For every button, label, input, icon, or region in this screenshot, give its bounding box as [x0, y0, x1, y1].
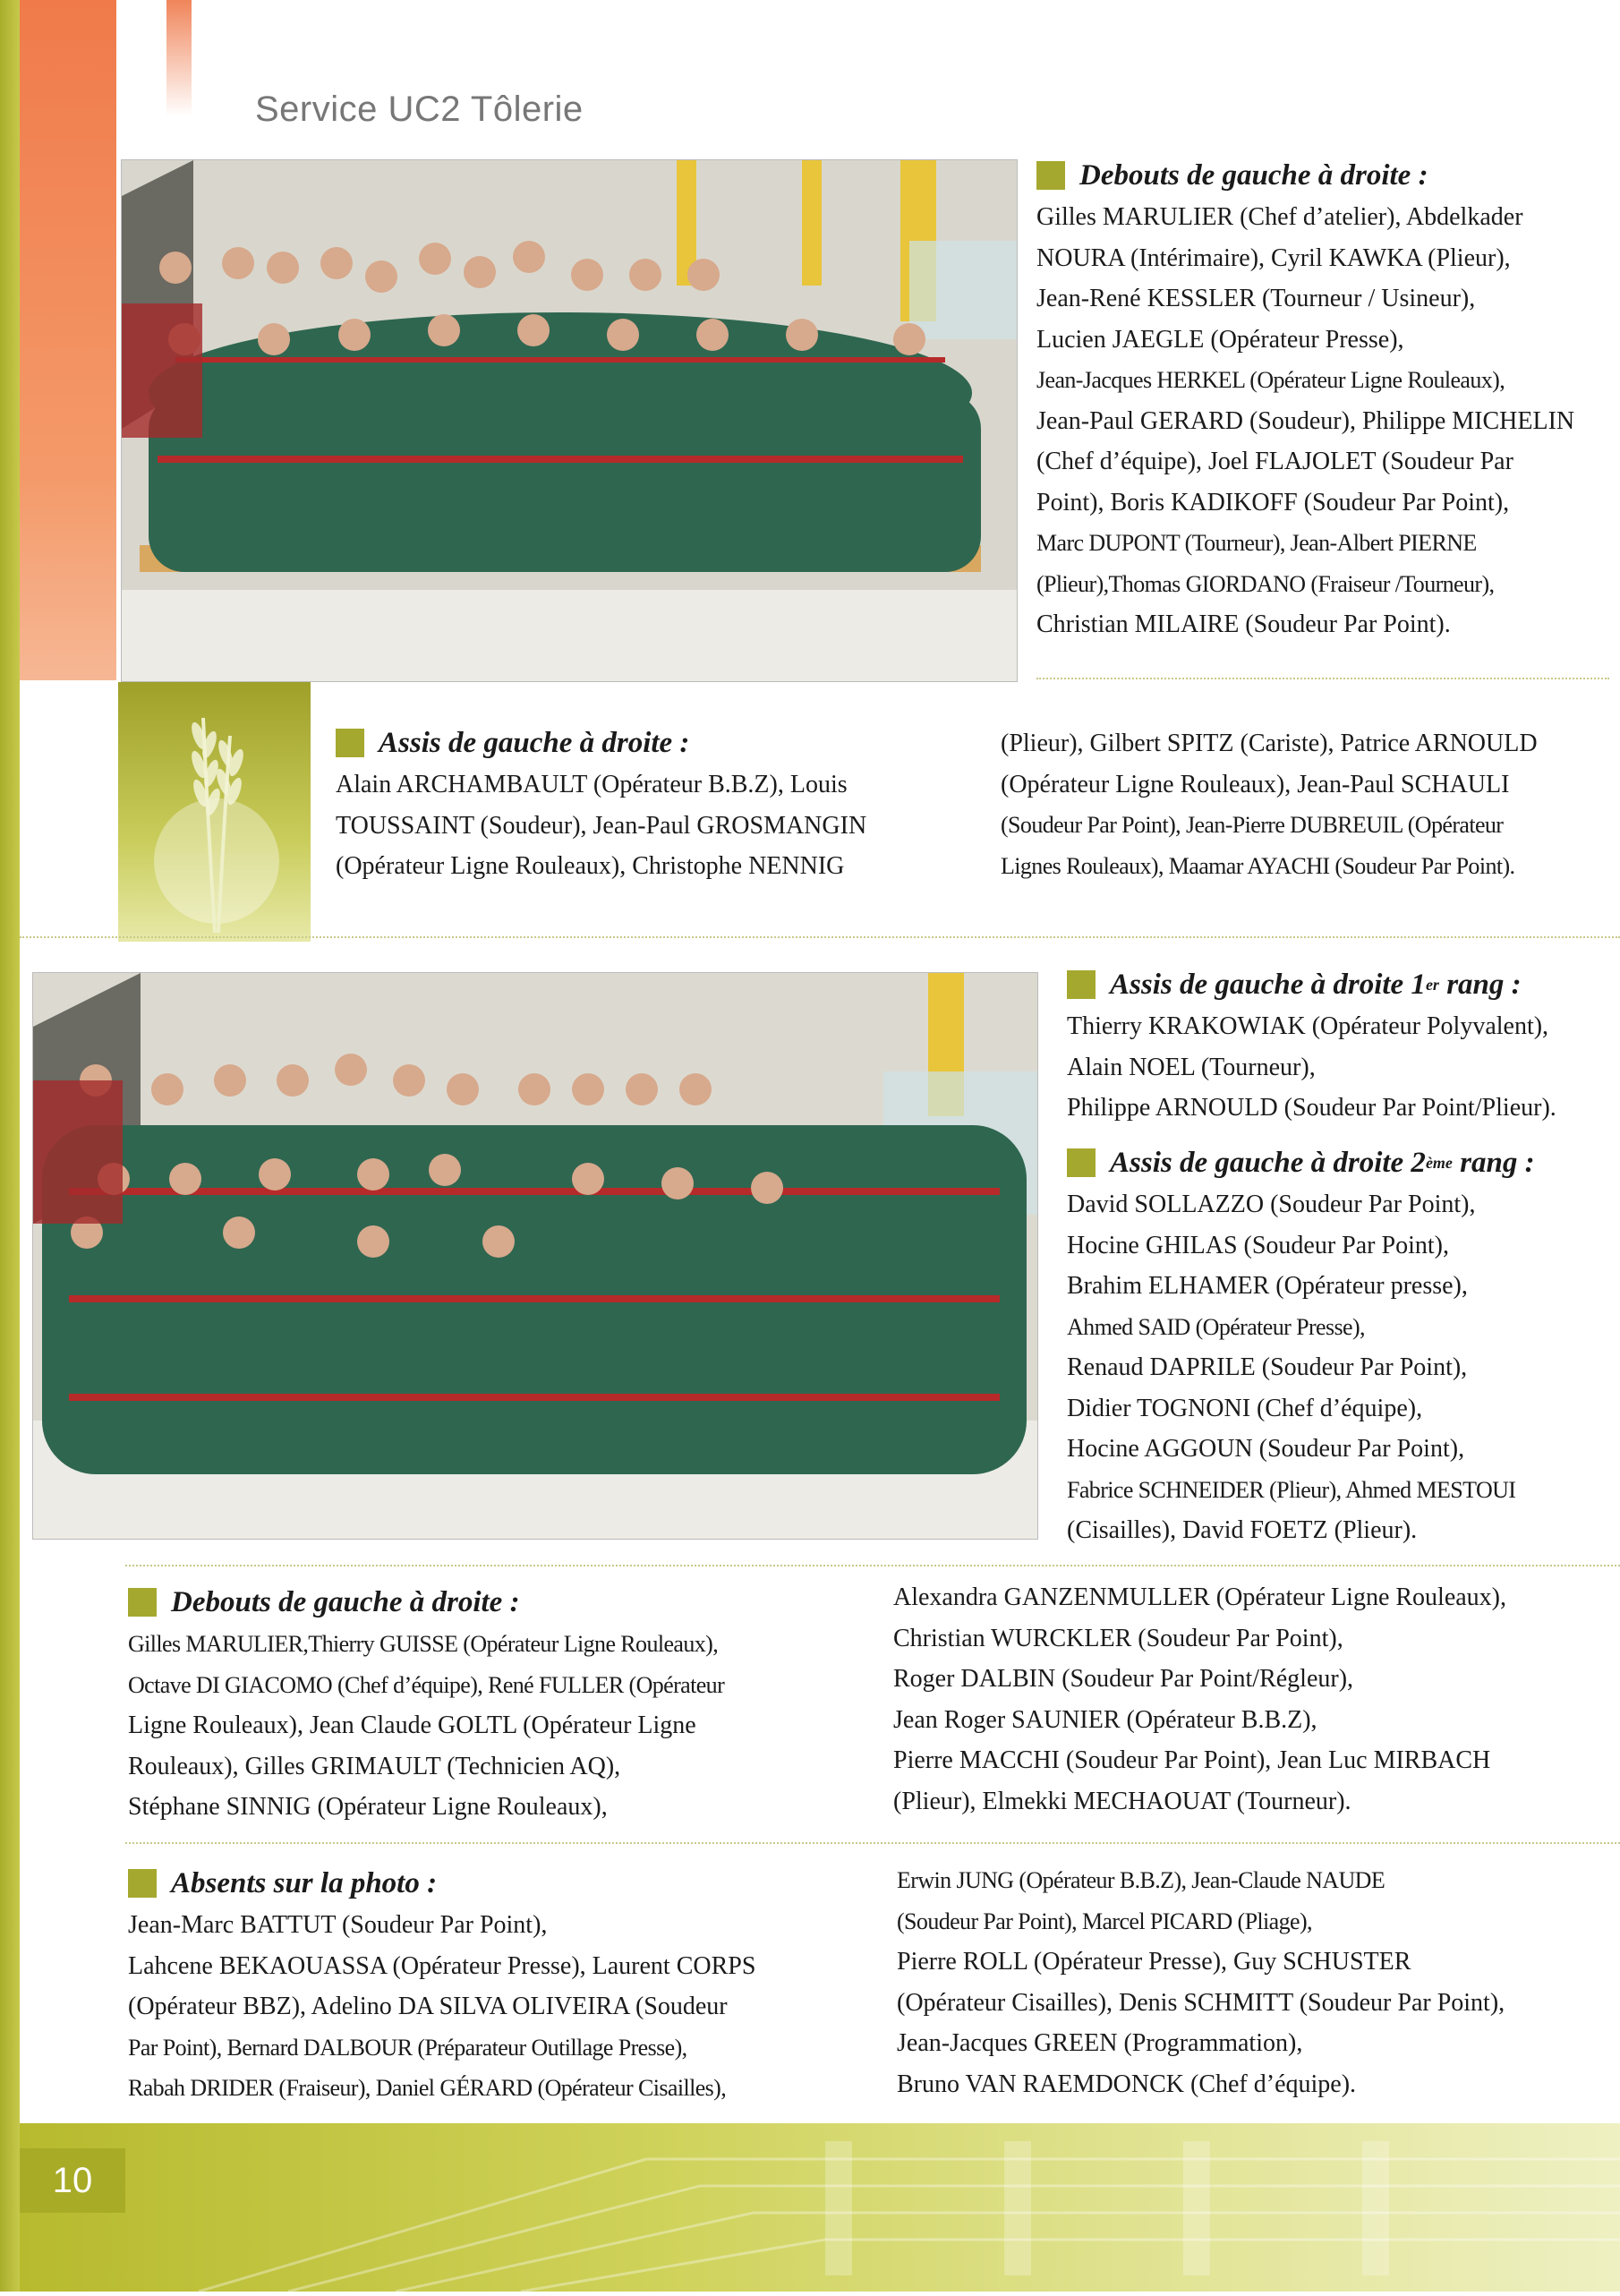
orange-header-stripe [166, 0, 192, 116]
divider [20, 936, 1620, 938]
bullet-square-icon [128, 1869, 157, 1898]
name-line: Philippe ARNOULD (Soudeur Par Point/Plieur). [1067, 1094, 1556, 1122]
section-seated-top [336, 721, 980, 887]
name-line: (Cisailles), David FOETZ (Plieur). [1067, 1516, 1418, 1544]
section-standing-bottom-cont [893, 1577, 1620, 1822]
name-line: Jean-Paul GERARD (Soudeur), Philippe MICHELIN [1036, 406, 1575, 435]
bullet-square-icon [336, 729, 364, 757]
name-line: (Soudeur Par Point), Jean-Pierre DUBREUIL (Opérateur [1001, 812, 1504, 838]
name-line: Pierre MACCHI (Soudeur Par Point), Jean Luc MIRBACH [893, 1746, 1491, 1774]
section-seated-top-cont [1001, 723, 1620, 886]
name-line: Octave DI GIACOMO (Chef d’équipe), René FULLER (Opérateur [128, 1671, 725, 1698]
section-heading: Assis de gauche à droite 1 er rang : [1067, 963, 1620, 1006]
section-heading: Absents sur la photo : [128, 1862, 880, 1905]
name-line: Jean-René KESSLER (Tourneur / Usineur), [1036, 285, 1476, 312]
name-line: Brahim ELHAMER (Opérateur presse), [1067, 1272, 1468, 1300]
name-line: (Plieur), Gilbert SPITZ (Cariste), Patrice ARNOULD [1001, 730, 1538, 757]
bullet-square-icon [1067, 970, 1096, 999]
name-line: (Plieur), Elmekki MECHAOUAT (Tourneur). [893, 1787, 1351, 1815]
name-line: Gilles MARULIER (Chef d’atelier), Abdelkader [1036, 203, 1523, 231]
name-line: Stéphane SINNIG (Opérateur Ligne Rouleaux), [128, 1793, 608, 1821]
name-line: (Opérateur Ligne Rouleaux), Christophe NENNIG [336, 852, 845, 880]
name-line: NOURA (Intérimaire), Cyril KAWKA (Plieur), [1036, 243, 1511, 272]
section-seated-row1 [1067, 963, 1620, 1129]
name-line: Lucien JAEGLE (Opérateur Presse), [1036, 325, 1404, 354]
name-line: TOUSSAINT (Soudeur), Jean-Paul GROSMANGIN [336, 811, 867, 840]
section-heading: Assis de gauche à droite : [336, 721, 980, 764]
section-heading: Assis de gauche à droite 2 ème rang : [1067, 1141, 1620, 1184]
name-line: Fabrice SCHNEIDER (Plieur), Ahmed MESTOUI [1067, 1476, 1516, 1503]
name-line: Par Point), Bernard DALBOUR (Préparateur Outillage Presse), [128, 2034, 687, 2061]
name-line: Roger DALBIN (Soudeur Par Point/Régleur), [893, 1665, 1354, 1693]
name-line: Jean Roger SAUNIER (Opérateur B.B.Z), [893, 1705, 1317, 1734]
name-line: (Opérateur Ligne Rouleaux), Jean-Paul SCHAULI [1001, 770, 1510, 798]
page-number: 10 [20, 2148, 125, 2213]
group-photo-icon [122, 160, 1017, 681]
name-line: (Soudeur Par Point), Marcel PICARD (Pliage), [897, 1908, 1312, 1934]
name-line: Christian MILAIRE (Soudeur Par Point). [1036, 610, 1451, 638]
divider [125, 1842, 1620, 1844]
name-line: Pierre ROLL (Opérateur Presse), Guy SCHUSTER [897, 1948, 1411, 1976]
name-line: Hocine AGGOUN (Soudeur Par Point), [1067, 1435, 1465, 1463]
name-line: Alexandra GANZENMULLER (Opérateur Ligne Rouleaux), [893, 1583, 1507, 1611]
left-edge-strip [0, 0, 20, 2292]
name-line: Gilles MARULIER,Thierry GUISSE (Opérateur Ligne Rouleaux), [128, 1631, 719, 1657]
bullet-square-icon [1036, 161, 1065, 190]
bullet-square-icon [128, 1588, 157, 1617]
name-line: Lahcene BEKAOUASSA (Opérateur Presse), Laurent CORPS [128, 1951, 756, 1980]
divider [1036, 678, 1609, 679]
name-line: Ahmed SAID (Opérateur Presse), [1067, 1313, 1365, 1340]
section-standing-top [1036, 154, 1609, 645]
name-line: Christian WURCKLER (Soudeur Par Point), [893, 1624, 1343, 1652]
name-line: Rouleaux), Gilles GRIMAULT (Technicien AQ), [128, 1752, 621, 1780]
name-line: (Plieur),Thomas GIORDANO (Fraiseur /Tourneur), [1036, 570, 1495, 597]
orange-side-bar [20, 0, 116, 680]
name-line: Point), Boris KADIKOFF (Soudeur Par Point), [1036, 488, 1510, 516]
group-photo-bottom [32, 972, 1038, 1540]
name-line: (Opérateur BBZ), Adelino DA SILVA OLIVEIRA (Soudeur [128, 1993, 728, 2020]
divider [125, 1565, 1620, 1566]
name-line: Jean-Marc BATTUT (Soudeur Par Point), [128, 1911, 548, 1939]
wheat-icon [118, 682, 311, 942]
footer-band [20, 2123, 1620, 2292]
section-heading: Debouts de gauche à droite : [1036, 154, 1609, 197]
page-title: Service UC2 Tôlerie [255, 90, 584, 129]
name-line: Erwin JUNG (Opérateur B.B.Z), Jean-Claude NAUDE [897, 1867, 1386, 1893]
name-line: Ligne Rouleaux), Jean Claude GOLTL (Opérateur Ligne [128, 1711, 696, 1739]
machinery-pattern-icon [20, 2123, 1620, 2292]
name-line: Hocine GHILAS (Soudeur Par Point), [1067, 1231, 1449, 1259]
name-line: Alain ARCHAMBAULT (Opérateur B.B.Z), Louis [336, 771, 848, 798]
name-line: Rabah DRIDER (Fraiseur), Daniel GÉRARD (Opérateur Cisailles), [128, 2075, 727, 2101]
name-line: Alain NOEL (Tourneur), [1067, 1053, 1316, 1081]
name-line: David SOLLAZZO (Soudeur Par Point), [1067, 1191, 1476, 1218]
name-line: Lignes Rouleaux), Maamar AYACHI (Soudeur Par Point). [1001, 852, 1515, 879]
name-line: (Chef d’équipe), Joel FLAJOLET (Soudeur Par [1036, 448, 1513, 475]
group-photo-icon [33, 973, 1037, 1539]
name-line: Marc DUPONT (Tourneur), Jean-Albert PIERNE [1036, 530, 1477, 556]
name-line: Bruno VAN RAEMDONCK (Chef d’équipe). [897, 2070, 1357, 2098]
section-absent-cont [897, 1860, 1620, 2104]
group-photo-top [121, 159, 1018, 682]
name-line: Renaud DAPRILE (Soudeur Par Point), [1067, 1353, 1468, 1381]
name-line: Thierry KRAKOWIAK (Opérateur Polyvalent), [1067, 1012, 1549, 1040]
section-standing-bottom [128, 1581, 871, 1828]
section-seated-row2 [1067, 1141, 1620, 1551]
section-heading: Debouts de gauche à droite : [128, 1581, 871, 1624]
name-line: (Opérateur Cisailles), Denis SCHMITT (Soudeur Par Point), [897, 1988, 1505, 2017]
name-line: Jean-Jacques HERKEL (Opérateur Ligne Rouleaux), [1036, 367, 1505, 393]
bullet-square-icon [1067, 1148, 1096, 1177]
wheat-decoration [118, 682, 311, 942]
name-line: Jean-Jacques GREEN (Programmation), [897, 2029, 1303, 2057]
section-absent [128, 1862, 880, 2109]
name-line: Didier TOGNONI (Chef d’équipe), [1067, 1394, 1423, 1422]
